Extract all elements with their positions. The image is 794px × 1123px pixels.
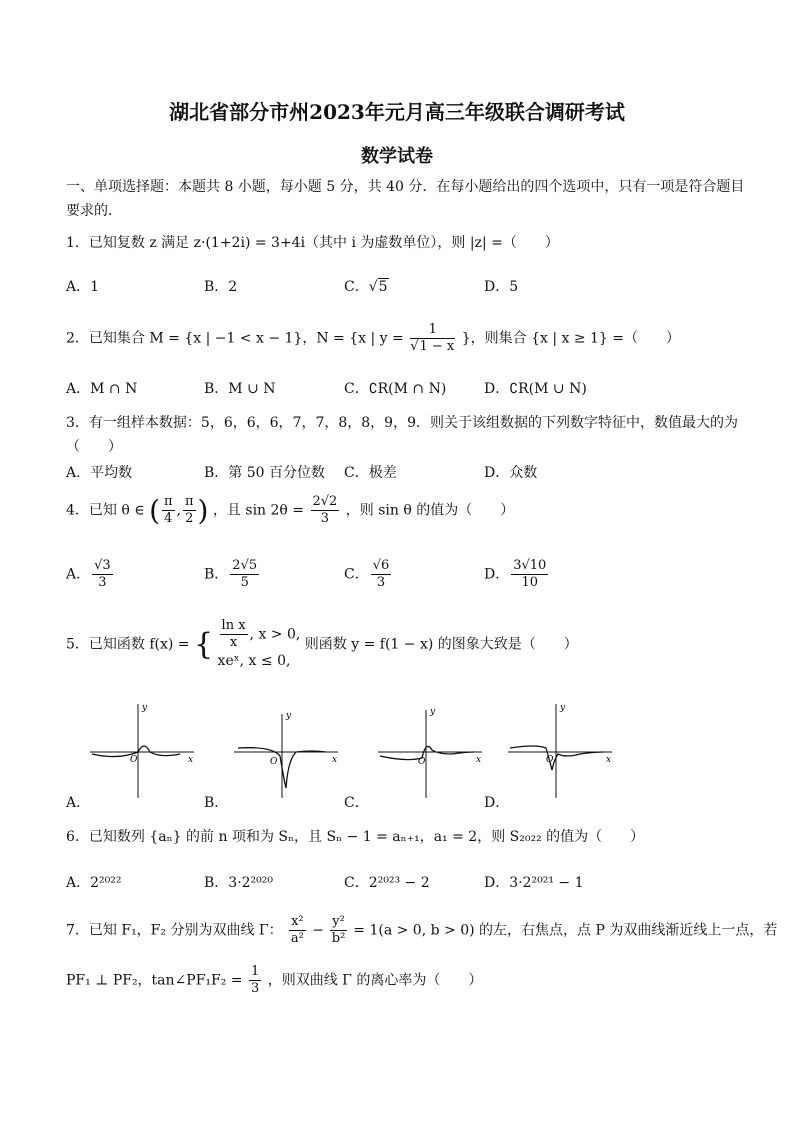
q4-option-a: A． $\frac{√3}{3}$: [66, 558, 111, 590]
question-3-stem-line1: 3．有一组样本数据：5，6，6，6，7，7，8，8，9，9．则关于该组数据的下列数字特征中，数值最大的为: [66, 415, 738, 431]
q1-option-c: C．√5: [344, 279, 388, 295]
q2-option-b: B．M ∪ N: [204, 381, 276, 397]
question-7-stem-line1: 7．已知 F₁，F₂ 分别为双曲线 Γ： $\frac{\text{x²}}{\text{a²}}$ − $\frac{\text{y²}}{\text{b²}}$ = 1(a > 0, b > 0) 的左，右焦点，点 P 为双曲线渐近线上一点，若: [66, 914, 778, 946]
svg-text:y: y: [430, 707, 436, 717]
question-3-stem-line2: （ ）: [66, 439, 122, 455]
question-5-stem: 5．已知函数 f(x) = { $\frac{\text{ln x}}{x}$ , x > 0, xeˣ, x ≤ 0, 则函数 y = f(1 − x) 的图象大致是（ ）: [66, 618, 578, 669]
q5-graph-c: [376, 700, 486, 800]
question-7-stem-line2: PF₁ ⊥ PF₂，tan∠PF₁F₂ = $\frac{1}{3}$ ，则双曲线 Γ 的离心率为（ ）: [66, 964, 483, 996]
q2-option-c: C．∁R(M ∩ N): [344, 381, 447, 397]
question-4-stem: 4．已知 θ ∈ ( $\frac{\pi}{4}$ , $\frac{\pi}{2}$ ) ，且 sin 2θ = $\frac{2√2}{3}$ ，则 sin θ 的值为（ ）: [66, 494, 515, 527]
svg-text:x: x: [606, 755, 612, 765]
q3-option-a: A．平均数: [66, 465, 133, 481]
exam-subtitle: 数学试卷: [361, 146, 433, 167]
svg-text:x: x: [332, 755, 338, 765]
q3-option-c: C．极差: [344, 465, 397, 481]
q1-option-d: D．5: [484, 279, 519, 295]
q5-option-d: D．: [484, 795, 510, 811]
svg-text:x: x: [188, 755, 194, 765]
question-6-stem: 6．已知数列 {aₙ} 的前 n 项和为 Sₙ，且 Sₙ − 1 = aₙ₊₁，a₁ = 2，则 S₂₀₂₂ 的值为（ ）: [66, 829, 645, 845]
question-2-stem: 2．已知集合 M = {x | −1 < x − 1}，N = {x | y = $\frac{1}{√1 - x}$ }，则集合 {x | x ≥ 1} =（ ）: [66, 322, 681, 354]
exam-title: 湖北省部分市州2023年元月高三年级联合调研考试: [169, 100, 625, 124]
section-heading-line2: 要求的.: [66, 203, 113, 219]
q3-option-b: B．第 50 百分位数: [204, 465, 326, 481]
q4-option-d: D． $\frac{3√10}{10}$: [484, 558, 547, 590]
q2-option-d: D．∁R(M ∪ N): [484, 381, 587, 397]
svg-text:O: O: [130, 755, 138, 765]
q5-option-b: B．: [204, 795, 229, 811]
q5-graph-d: [506, 700, 616, 800]
q5-graph-b: [232, 700, 342, 800]
q6-option-d: D．3·2²⁰²¹ − 1: [484, 875, 584, 891]
q4-option-b: B． $\frac{2√5}{5}$: [204, 558, 258, 590]
q5-graph-a: [88, 700, 198, 800]
q6-option-c: C．2²⁰²³ − 2: [344, 875, 430, 891]
q6-option-a: A．2²⁰²²: [66, 875, 122, 891]
section-heading-line1: 一、单项选择题：本题共 8 小题，每小题 5 分，共 40 分．在每小题给出的四个选项中，只有一项是符合题目: [66, 179, 745, 195]
svg-text:O: O: [546, 755, 554, 765]
svg-text:x: x: [476, 755, 482, 765]
question-1-stem: 1．已知复数 z 满足 z·(1+2i) = 3+4i（其中 i 为虚数单位），则 |z| =（ ）: [66, 235, 559, 251]
q6-option-b: B．3·2²⁰²⁰: [204, 875, 274, 891]
q1-option-a: A．1: [66, 279, 100, 295]
q5-option-a: A．: [66, 795, 91, 811]
svg-text:y: y: [560, 703, 566, 713]
svg-text:y: y: [286, 711, 292, 721]
svg-text:O: O: [270, 757, 278, 767]
q3-option-d: D．众数: [484, 465, 538, 481]
q5-option-c: C．: [344, 795, 369, 811]
svg-text:O: O: [418, 757, 426, 767]
q1-option-b: B．2: [204, 279, 238, 295]
svg-text:y: y: [142, 703, 148, 713]
q4-option-c: C． $\frac{√6}{3}$: [344, 558, 390, 590]
q2-option-a: A．M ∩ N: [66, 381, 138, 397]
